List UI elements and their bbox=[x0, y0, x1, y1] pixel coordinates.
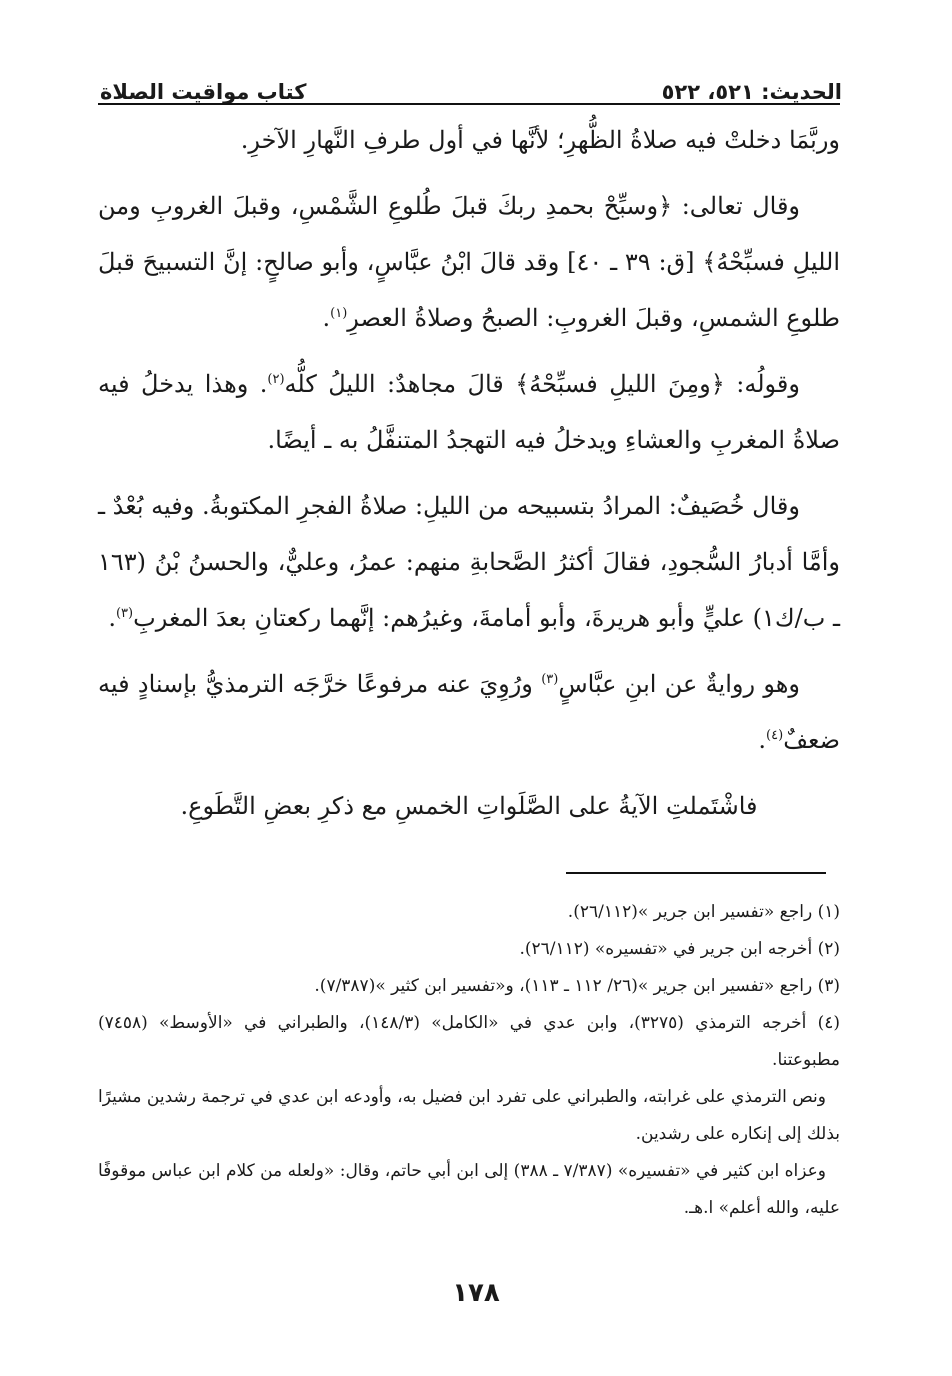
footnote-2: (٢) أخرجه ابن جرير في «تفسيره» (٢٦/١١٢). bbox=[519, 939, 840, 959]
paragraph-6 bbox=[98, 778, 840, 834]
paragraph-2-end: . bbox=[322, 304, 331, 332]
footnote-3: (٣) راجع «تفسير ابن جرير »(٢٦/ ١١٢ ـ ١١٣)، و«تفسير ابن كثير »(٧/٣٨٧). bbox=[314, 976, 840, 996]
footnote-ref-3: (٣) bbox=[115, 606, 134, 621]
paragraph-5-end: . bbox=[758, 726, 767, 754]
paragraph-3-end: . وهذا يدخلُ فيه صلاةُ المغربِ والعشاءِ ويدخلُ فيه التهجدُ المتنفَّلُ به ـ أيضًا. bbox=[98, 370, 840, 454]
paragraph-1-text: وربَّمَا دخلتْ فيه صلاةُ الظُّهرِ؛ لأنَّها في أول طرفِ النَّهارِ الآخرِ. bbox=[240, 126, 840, 154]
footnote-4: (٤) أخرجه الترمذي (٣٢٧٥)، وابن عدي في «الكامل» (١٤٨/٣)، والطبراني في «الأوسط» (٧٤٥٨) مطبوعتنا. bbox=[98, 1013, 840, 1070]
footnote-divider bbox=[566, 872, 826, 874]
page-header bbox=[100, 60, 842, 104]
footnotes bbox=[98, 894, 840, 1227]
footnote-4-note-a: ونص الترمذي على غرابته، والطبراني على تفرد ابن فضيل به، وأودعه ابن عدي في ترجمة رشدين مشيرًا بذلك إلى إنكاره على رشدين. bbox=[98, 1087, 840, 1144]
footnote-ref-2: (٢) bbox=[267, 372, 285, 387]
paragraph-6-text: فاشْتَملتِ الآيةُ على الصَّلَواتِ الخمسِ مع ذكرِ بعضِ التَّطَوعِ. bbox=[180, 792, 758, 820]
hadith-reference: الحديث: ٥٢١، ٥٢٢ bbox=[661, 80, 842, 104]
book-title: كتاب مواقيت الصلاة bbox=[100, 80, 307, 104]
paragraph-3 bbox=[98, 356, 840, 468]
paragraph-1 bbox=[98, 112, 840, 168]
footnote-4-note-b: وعزاه ابن كثير في «تفسيره» (٧/٣٨٧ ـ ٣٨٨) إلى ابن أبي حاتم، وقال: «ولعله من كلام ابن عباس موقوفًا عليه، والله أعلم» ا.هـ. bbox=[98, 1161, 840, 1218]
paragraph-5-text-b: ورُوِيَ عنه مرفوعًا خرَّجَه الترمذيُّ بإسنادٍ فيه ضعفٌ bbox=[98, 670, 840, 754]
paragraph-3-text: وقولُه: ﴿ومِنَ الليلِ فسبِّحْهُ﴾ قالَ مجاهدٌ: الليلُ كلُّه bbox=[284, 370, 800, 398]
page-number: ١٧٨ bbox=[452, 1278, 500, 1308]
main-text bbox=[98, 112, 840, 844]
header-divider bbox=[98, 103, 840, 105]
paragraph-5 bbox=[98, 656, 840, 768]
footnote-ref-1: (١) bbox=[330, 306, 348, 321]
paragraph-2 bbox=[98, 178, 840, 346]
footnote-ref-3b: (٣) bbox=[541, 672, 559, 687]
paragraph-5-text-a: وهو روايةٌ عن ابنِ عبَّاسٍ bbox=[558, 670, 800, 698]
paragraph-4 bbox=[98, 478, 840, 646]
footnote-1: (١) راجع «تفسير ابن جرير »(٢٦/١١٢). bbox=[567, 902, 840, 922]
paragraph-2-text: وقال تعالى: ﴿وسبِّحْ بحمدِ ربكَ قبلَ طُلوعِ الشَّمْسِ، وقبلَ الغروبِ ومن الليلِ فسبِّحْهُ﴾ [ق: ٣٩ ـ ٤٠] وقد قالَ ابْنُ عبَّاسٍ، وأبو صالحٍ: إنَّ التسبيحَ قبلَ طلوعِ الشمسِ، وقبلَ الغروبِ: الصبحُ وصلاةُ العصرِ bbox=[98, 192, 840, 332]
paragraph-4-end: . bbox=[108, 604, 116, 632]
paragraph-4-text: وقال خُصَيفٌ: المرادُ بتسبيحه من الليلِ: صلاةُ الفجرِ المكتوبةُ. وفيه بُعْدٌ ـ وأمَّا أدبارُ السُّجودِ، فقالَ أكثرُ الصَّحابةِ منهم: عمرُ، وعليٌّ، والحسنُ بْنُ (١٦٣ ـ ب/ك١) عليٍّ وأبو هريرةَ، وأبو أمامةَ، وغيرُهم: إنَّهما ركعتانِ بعدَ المغربِ bbox=[98, 492, 840, 632]
footnote-ref-4: (٤) bbox=[766, 728, 784, 743]
